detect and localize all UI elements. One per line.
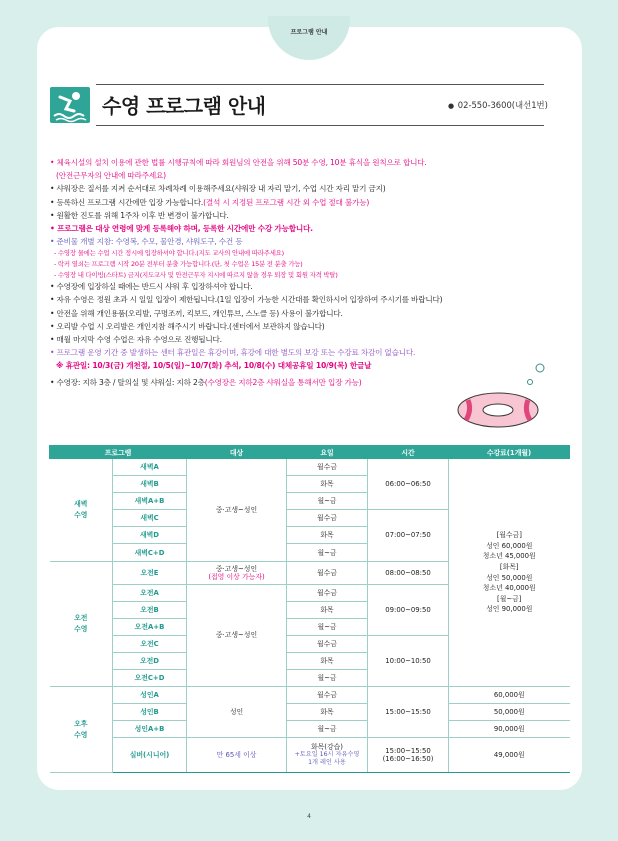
program-cell: 새벽A <box>113 459 187 476</box>
days-cell: 화목 <box>287 652 368 669</box>
time-cell: 07:00~07:50 <box>368 510 449 561</box>
note-14: • 수영장: 지하 3층 / 탈의실 및 샤워실: 지하 2층(수영장은 지하2층 샤워실을 통해서만 입장 가능) <box>50 377 362 387</box>
program-cell: 성인B <box>113 704 187 721</box>
program-cell: 새벽D <box>113 527 187 544</box>
time-cell: 15:00~15:50 <box>368 687 449 738</box>
program-cell: 성인A+B <box>113 721 187 738</box>
fee-cell: 60,000원 <box>449 687 570 704</box>
title-rule-top <box>96 84 544 85</box>
days-cell-silver: 화목(강습) +토요일 16시 자유수영 1개 레인 사용 <box>287 738 368 773</box>
note-8: • 자유 수영은 정원 초과 시 일일 입장이 제한됩니다.(1일 입장이 가능한 시간대를 확인하시어 입장하여 주시기를 바랍니다) <box>50 295 443 305</box>
days-cell: 월수금 <box>287 459 368 476</box>
note-6-sub-2: - 락커 열쇠는 프로그램 시작 20분 전부터 분출 가능합니다.(단, 첫 수업은 15분 전 분출 가능) <box>54 260 303 269</box>
note-10: • 오리발 수업 시 오리발은 개인지참 해주시기 바랍니다.(센터에서 보관하지 않습니다) <box>50 321 325 331</box>
time-cell: 06:00~06:50 <box>368 459 449 510</box>
target-cell-e: 중·고생~성인 (접영 이상 가능자) <box>187 561 287 584</box>
time-cell-silver: 15:00~15:50 (16:00~16:50) <box>368 738 449 773</box>
header-days: 요일 <box>287 446 368 459</box>
note-12: • 프로그램 운영 기간 중 발생하는 센터 휴관일은 휴강이며, 휴강에 대한 별도의 보강 또는 수강료 차감이 없습니다. <box>50 348 416 358</box>
days-cell: 월~금 <box>287 493 368 510</box>
days-cell: 월~금 <box>287 670 368 687</box>
days-cell: 월수금 <box>287 687 368 704</box>
page-number: 4 <box>307 813 311 820</box>
swim-ring-icon <box>448 360 553 430</box>
time-cell: 08:00~08:50 <box>368 561 449 584</box>
program-cell: 오전A <box>113 584 187 601</box>
days-cell: 월~금 <box>287 721 368 738</box>
table-row <box>50 459 570 476</box>
program-cell: 오전C+D <box>113 670 187 687</box>
time-cell: 10:00~10:50 <box>368 635 449 686</box>
note-9: • 안전을 위해 개인용품(오리발, 구명조끼, 킥보드, 개인튜브, 스노클 등) 사용이 불가합니다. <box>50 308 343 318</box>
group-afternoon: 오후 수영 <box>50 687 113 773</box>
header-program: 프로그램 <box>50 446 187 459</box>
program-cell: 새벽C+D <box>113 544 187 561</box>
note-1-sub: (안전근무자의 안내에 따라주세요) <box>56 171 166 181</box>
note-2: • 샤워장은 질서를 지켜 순서대로 차례차례 이용해주세요(샤워장 내 자리 맡기, 수업 시간 자리 맡기 금지) <box>50 184 386 194</box>
header-time: 시간 <box>368 446 449 459</box>
note-6: • 준비물 개별 지참: 수영복, 수모, 물안경, 샤워도구, 수건 등 <box>50 237 243 247</box>
phone-number <box>448 99 548 111</box>
group-dawn: 새벽 수영 <box>50 459 113 562</box>
days-cell: 화목 <box>287 704 368 721</box>
note-1: • 체육시설의 설치 이용에 관한 법률 시행규칙에 따라 회원님의 안전을 위해 50분 수영, 10분 휴식을 원칙으로 합니다. <box>50 158 427 167</box>
notice-list <box>50 156 570 389</box>
program-cell: 오전E <box>113 561 187 584</box>
days-cell: 화목 <box>287 527 368 544</box>
swimmer-icon <box>50 87 90 123</box>
table-row <box>50 738 570 773</box>
page-title: 수영 프로그램 안내 <box>102 94 266 118</box>
days-cell: 화목 <box>287 476 368 493</box>
fee-cell: 90,000원 <box>449 721 570 738</box>
note-13: ※ 휴관일: 10/3(금) 개천절, 10/5(일)~10/7(화) 추석, 10/8(수) 대체공휴일 10/9(목) 한글날 <box>56 361 372 371</box>
phone-text: 02-550-3600(내선1번) <box>457 100 548 110</box>
program-cell: 오전C <box>113 635 187 652</box>
program-cell: 성인A <box>113 687 187 704</box>
days-cell: 월수금 <box>287 510 368 527</box>
fee-cell-combined: [월수금] 성인 60,000원 청소년 45,000원 [화목] 성인 50,000원 청소년 40,000원 [월~금] 성인 90,000원 <box>449 459 570 687</box>
days-cell: 월~금 <box>287 618 368 635</box>
note-6-sub-1: - 수영장 물에는 수업 시간 정시에 입장하셔야 합니다.(지도 교사의 안내에 따라주세요) <box>54 249 284 258</box>
target-cell: 성인 <box>187 687 287 738</box>
days-cell: 월수금 <box>287 635 368 652</box>
header-fee: 수강료(1개월) <box>449 446 570 459</box>
target-cell: 중·고생~성인 <box>187 584 287 687</box>
target-cell: 만 65세 이상 <box>187 738 287 773</box>
section-tab: 프로그램 안내 <box>268 16 350 60</box>
program-cell: 실버(시니어) <box>113 738 187 773</box>
program-cell: 새벽C <box>113 510 187 527</box>
program-cell: 오전A+B <box>113 618 187 635</box>
days-cell: 월수금 <box>287 561 368 584</box>
table-row <box>50 704 570 721</box>
note-5: • 프로그램은 대상 연령에 맞게 등록해야 하며, 등록한 시간에만 수강 가능합니다. <box>50 224 313 234</box>
note-11: • 매월 마지막 수영 수업은 자유 수영으로 진행됩니다. <box>50 335 222 345</box>
program-cell: 새벽B <box>113 476 187 493</box>
note-4: • 원활한 진도를 위해 1주차 이후 반 변경이 불가합니다. <box>50 210 229 220</box>
table-row <box>50 721 570 738</box>
time-cell: 09:00~09:50 <box>368 584 449 635</box>
program-cell: 오전D <box>113 652 187 669</box>
table-row <box>50 687 570 704</box>
group-morning: 오전 수영 <box>50 561 113 687</box>
fee-cell: 50,000원 <box>449 704 570 721</box>
table-header-row <box>50 446 570 459</box>
title-rule-bottom <box>96 125 544 126</box>
days-cell: 월~금 <box>287 544 368 561</box>
days-cell: 월수금 <box>287 584 368 601</box>
fee-cell: 49,000원 <box>449 738 570 773</box>
target-cell: 중·고생~성인 <box>187 459 287 562</box>
phone-icon: ● <box>448 102 455 110</box>
schedule-table <box>49 445 570 773</box>
note-6-sub-3: - 수영장 내 다이빙(스타트) 금지(지도교사 및 안전근무자 지시에 따르지 않을 경우 퇴장 및 회원 자격 박탈) <box>54 270 338 279</box>
program-cell: 오전B <box>113 601 187 618</box>
note-7: • 수영장에 입장하실 때에는 반드시 샤워 후 입장하셔야 합니다. <box>50 282 253 292</box>
note-3: • 등록하신 프로그램 시간에만 입장 가능합니다.(결석 시 지정된 프로그램 시간 외 수업 절대 불가능) <box>50 197 370 207</box>
header-target: 대상 <box>187 446 287 459</box>
program-cell: 새벽A+B <box>113 493 187 510</box>
days-cell: 화목 <box>287 601 368 618</box>
